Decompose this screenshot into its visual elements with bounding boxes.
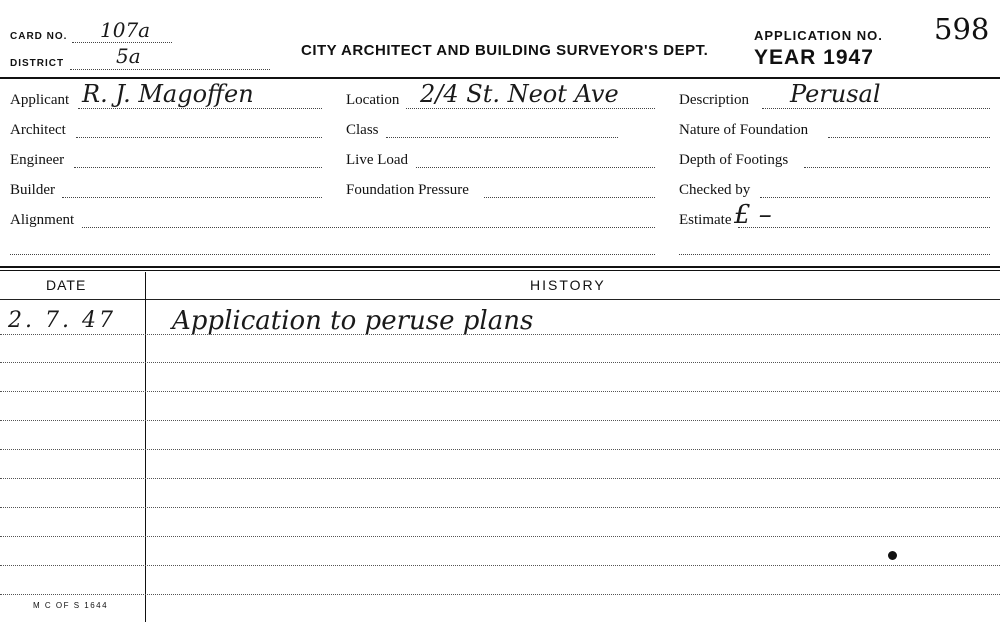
engineer-label: Engineer (10, 152, 65, 168)
district-line (70, 69, 270, 70)
application-label: APPLICATION NO. (754, 28, 883, 43)
table-row-line (0, 507, 1000, 508)
depth-of-footings-line (804, 167, 990, 168)
department-title: CITY ARCHITECT AND BUILDING SURVEYOR'S DEPT. (301, 42, 709, 59)
table-row-line (0, 565, 1000, 566)
applicant-line (78, 108, 322, 109)
form-code: M C OF S 1644 (33, 601, 109, 610)
alignment-line-2 (10, 254, 655, 255)
class-line (386, 137, 618, 138)
checked-by-line (760, 197, 990, 198)
table-row-line (0, 478, 1000, 479)
nature-of-foundation-label: Nature of Foundation (679, 122, 809, 138)
nature-of-foundation-line (828, 137, 990, 138)
history-divider-bottom (0, 270, 1000, 271)
location-line (406, 108, 655, 109)
table-row-line (0, 391, 1000, 392)
estimate-line (738, 227, 990, 228)
district-value: 5a (116, 44, 141, 68)
architect-line (76, 137, 322, 138)
foundation-pressure-line (484, 197, 655, 198)
estimate-value: £ – (734, 200, 772, 230)
alignment-label: Alignment (10, 212, 75, 228)
class-label: Class (346, 122, 379, 138)
table-row-line (0, 449, 1000, 450)
table-row-line (0, 536, 1000, 537)
history-column-header: HISTORY (530, 277, 606, 293)
description-label: Description (679, 92, 749, 108)
builder-line (62, 197, 322, 198)
table-row-line (0, 420, 1000, 421)
live-load-line (416, 167, 655, 168)
description-line (762, 108, 990, 109)
date-column-header: DATE (46, 277, 87, 293)
card-no-value: 107a (100, 18, 151, 42)
alignment-line (82, 227, 655, 228)
history-entry-text: Application to peruse plans (172, 306, 534, 336)
table-row-line (0, 362, 1000, 363)
header-divider (0, 77, 1000, 79)
card-no-label: CARD NO. (10, 31, 68, 42)
engineer-line (74, 167, 322, 168)
description-value: Perusal (790, 80, 881, 108)
history-divider-top (0, 266, 1000, 268)
ink-blot (888, 551, 897, 560)
district-label: DISTRICT (10, 58, 65, 69)
location-value: 2/4 St. Neot Ave (420, 80, 619, 108)
column-divider (145, 272, 146, 622)
applicant-value: R. J. Magoffen (82, 80, 254, 108)
applicant-label: Applicant (10, 92, 70, 108)
table-row-line (0, 594, 1000, 595)
card-no-line (72, 42, 172, 43)
live-load-label: Live Load (346, 152, 409, 168)
history-entry-date: 2. 7. 47 (8, 308, 116, 333)
foundation-pressure-label: Foundation Pressure (346, 182, 469, 198)
estimate-line-2 (679, 254, 990, 255)
table-header-rule (0, 299, 1000, 300)
estimate-label: Estimate (679, 212, 732, 228)
checked-by-label: Checked by (679, 182, 751, 198)
architect-label: Architect (10, 122, 66, 138)
application-number: 598 (934, 12, 990, 46)
table-row-line (0, 334, 1000, 335)
year-label: YEAR 1947 (754, 46, 874, 69)
builder-label: Builder (10, 182, 55, 198)
location-label: Location (346, 92, 400, 108)
depth-of-footings-label: Depth of Footings (679, 152, 789, 168)
